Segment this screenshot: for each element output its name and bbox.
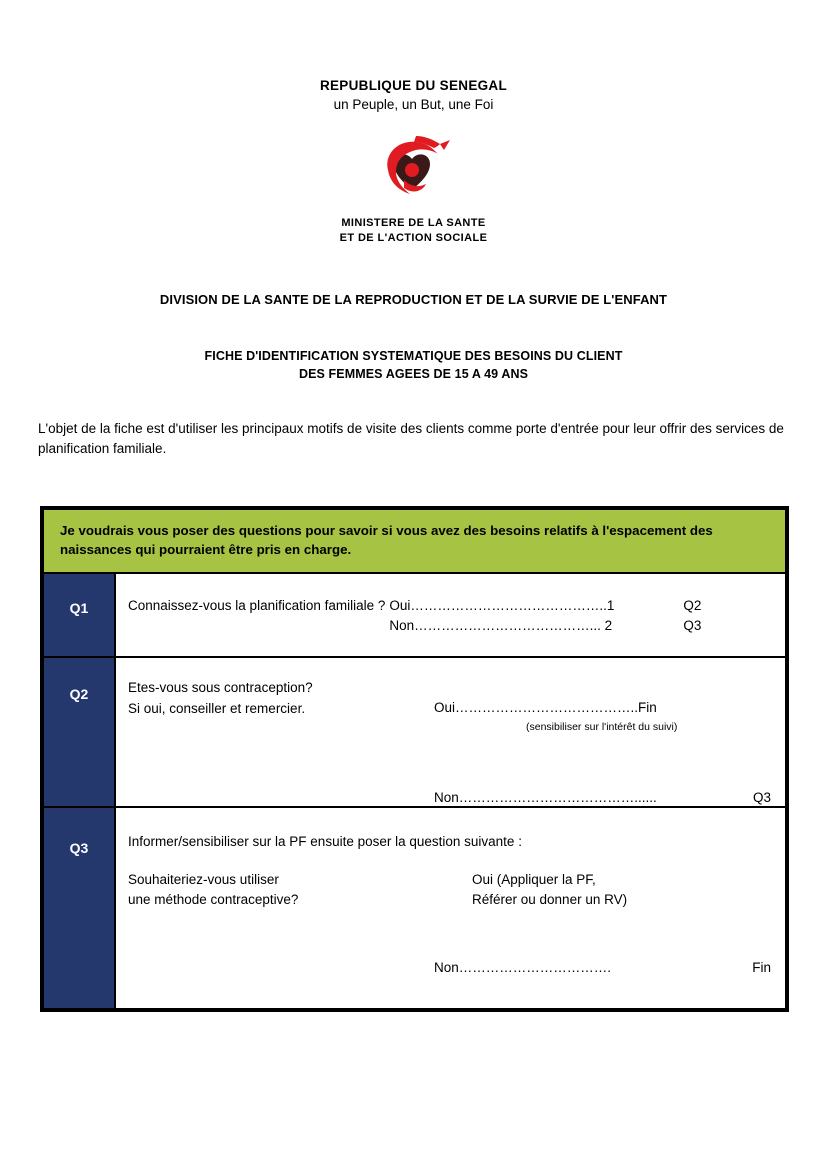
q3-answer-no-goto: Fin <box>752 960 771 976</box>
question-label-q2: Q2 <box>44 658 116 806</box>
ministry-health-logo-icon <box>354 128 474 210</box>
q1-answer-no: Non…………………………………... 2 <box>389 617 613 633</box>
q3-question-line2: une méthode contraceptive? <box>128 891 299 907</box>
ministry-name-line1: MINISTERE DE LA SANTE <box>341 217 486 230</box>
question-body-q2 <box>116 658 785 806</box>
question-row-q1 <box>42 574 787 658</box>
division-title: DIVISION DE LA SANTE DE LA REPRODUCTION ET DE LA SURVIE DE L'ENFANT <box>159 291 668 307</box>
q2-question-line1: Etes-vous sous contraception? <box>128 680 313 696</box>
q2-answer-no-goto: Q3 <box>752 790 771 806</box>
question-body-q3 <box>116 808 785 1008</box>
question-label-q3: Q3 <box>44 808 116 1008</box>
question-row-q3 <box>42 808 787 1010</box>
q3-intro-text: Informer/sensibiliser sur la PF ensuite poser la question suivante : <box>128 834 522 850</box>
q3-answer-no: Non……………………………. <box>434 960 612 976</box>
intro-paragraph: L'objet de la fiche est d'utiliser les principaux motifs de visite des clients comme porte d'entrée pour leur offrir des services de planification familiale. <box>38 421 784 457</box>
q1-question-text: Connaissez-vous la planification familiale ? <box>128 598 386 614</box>
q3-answer-yes-line1: Oui (Appliquer la PF, <box>472 872 596 888</box>
form-title <box>0 347 827 383</box>
question-body-q1 <box>116 574 785 656</box>
questionnaire-table <box>40 506 789 1013</box>
q2-answer-yes: Oui…………………………………..Fin <box>434 700 657 716</box>
q3-answer-yes-line2: Référer ou donner un RV) <box>472 891 628 907</box>
question-row-q2 <box>42 658 787 808</box>
ministry-name <box>0 216 827 246</box>
q2-question-line2: Si oui, conseiller et remercier. <box>128 700 306 716</box>
country-motto: un Peuple, un But, une Foi <box>333 96 494 112</box>
q1-answer-yes: Oui……………………………………..1 <box>389 598 615 614</box>
form-title-line1: FICHE D'IDENTIFICATION SYSTEMATIQUE DES BESOINS DU CLIENT <box>204 348 623 363</box>
q2-answer-yes-note: (sensibiliser sur l'intérêt du suivi) <box>526 721 678 734</box>
country-title: REPUBLIQUE DU SENEGAL <box>319 78 508 93</box>
q1-answer-no-goto: Q3 <box>683 617 702 633</box>
q1-answer-yes-goto: Q2 <box>683 598 702 614</box>
q2-answer-no: Non…………………………………...... <box>434 790 657 806</box>
document-header <box>0 0 827 383</box>
form-title-line2: DES FEMMES AGEES DE 15 A 49 ANS <box>298 366 529 381</box>
ministry-name-line2: ET DE L'ACTION SOCIALE <box>339 231 488 244</box>
questionnaire-banner: Je voudrais vous poser des questions pour savoir si vous avez des besoins relatifs à l'espacement des naissances qui pourraient être pris en charge. <box>42 508 787 575</box>
q3-question-line1: Souhaiteriez-vous utiliser <box>128 872 279 888</box>
question-label-q1: Q1 <box>44 574 116 656</box>
